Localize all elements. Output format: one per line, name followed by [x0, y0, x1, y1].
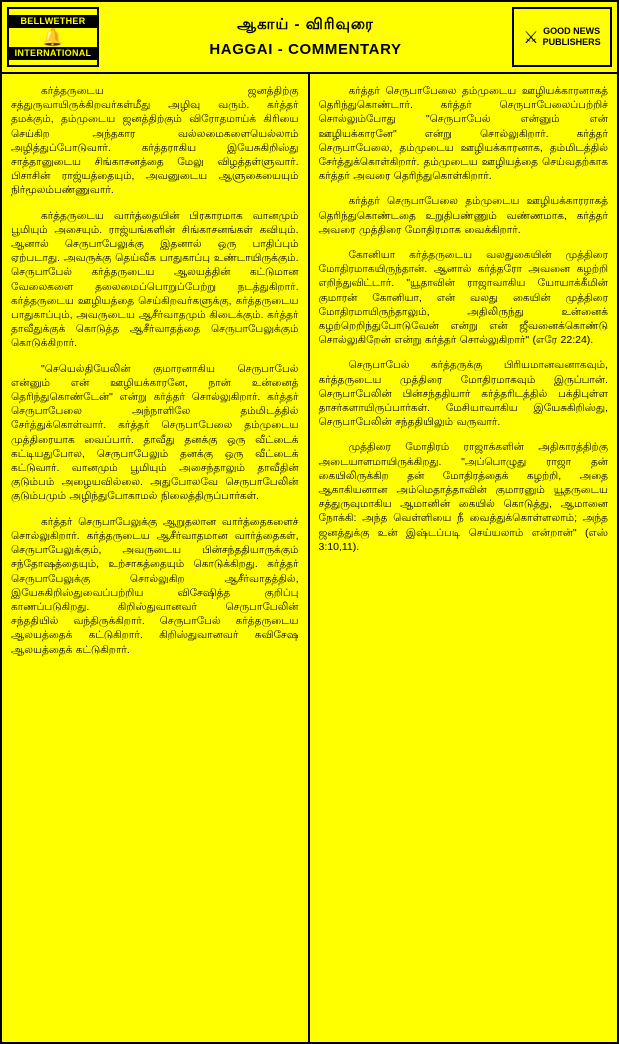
- bell-glyph: 🔔: [42, 27, 64, 47]
- page-title-tamil: ஆகாய் - விரிவுரை: [237, 16, 374, 33]
- bell-icon: [9, 28, 97, 47]
- left-column: [2, 74, 310, 1042]
- bellwether-top-band: BELLWETHER: [9, 15, 97, 28]
- torch-icon: [514, 25, 610, 49]
- good-news-line2: PUBLISHERS: [542, 37, 601, 47]
- bellwether-international-logo: [7, 7, 99, 67]
- page-header: [2, 2, 617, 74]
- paragraph: கர்த்தர் செருபாபேலை தம்முடைய ஊழியக்காரனாகத் தெரிந்துகொண்டார். கர்த்தர் செருபாபேலைப்பற்றிச் சொல்லும்போது "செருபாபேல் என்னும் என் ஊழியக்காரனே" என்று சொல்லுகிறார். கர்த்தர் செருபாபேலை, தம்முடைய ஊழியக்காரனாக, தம்மிடத்தில் சேர்த்துக்கொள்கிறார். தம்முடைய ஊழியத்தை செய்வதற்காக கர்த்தர் அவரை தெரிந்துகொள்கிறார்.: [318, 85, 608, 183]
- torch-glyph: ⚔: [523, 27, 539, 47]
- paragraph: "செயெல்தியேலின் குமாரனாகிய செருபாபேல் என்னும் என் ஊழியக்காரனே, நான் உன்னைத் தெரிந்துகொண்டேன்" என்று கர்த்தர் சொல்லுகிறார். கர்த்தர் செருபாபேலை அந்நாளிலே தம்மிடத்தில் சேர்த்துக்கொள்வார். கர்த்தர் செருபாபேலை தம்முடைய முத்திரையாக வைப்பார். தாவீது தனக்கு ஒரு வீட்டைக் கட்டியதுபோல, செருபாபேலும் தனக்கு ஒரு வீட்டைக் கட்டுவார். வானமும் பூமியும் அசைந்தாலும் தாவீதின் குடும்பம் அழையவில்லை. அதுபோலவே செருபாபேலின் குடும்பமும் அழிந்துபோகாமல் நிலைத்திருப்பார்கள்.: [11, 362, 299, 503]
- body-columns: [2, 74, 617, 1042]
- bellwether-bottom-band: INTERNATIONAL: [9, 47, 97, 60]
- good-news-line1: GOOD NEWS: [543, 26, 601, 36]
- paragraph: கோனியா கர்த்தருடைய வலதுகையின் முத்திரை மோதிரமாகயிருந்தான். ஆனால் கர்த்தரோ அவனை கழற்றி எறிந்துவிட்டார். "யூதாவின் ராஜாவாகிய யோயாக்கீமின் குமாரன் கோனியா, என் வலது கையின் முத்திரை மோதிரமாயிருந்தாலும், அதிலிருந்து உன்னைக் கழற்றெறிந்துபோடுவேன் என்று என் ஜீவனைக்கொண்டு சொல்லுகிறேன் என்று கர்த்தர் சொல்லுகிறார்" (எரே 22:24).: [318, 249, 608, 347]
- right-column: [310, 74, 618, 1042]
- paragraph: கர்த்தருடைய வார்த்தையின் பிரகாரமாக வானமும் பூமியும் அசையும். ராஜ்யங்களின் சிங்காசனங்கள் கவியும். ஆனால் செருபாபேலுக்கு இதனால் ஒரு பாதிப்பும் ஏற்படாது. அவருக்கு தெய்வீக பாதுகாப்பு உண்டாயிருக்கும். செருபாபேல் கர்த்தருடைய ஆலயத்தின் கட்டுமான வேலைகளை தலைமைப்பொறுப்பேற்று நடத்துகிறார். கர்த்தருடைய ஊழியத்தை செய்கிறவர்களுக்கு, கர்த்தருடைய பாதுகாப்பும், அவருடைய ஆசீர்வாதமும் கிடைக்கும். கர்த்தர் தாவீதுக்குக் கொடுத்த ஆசீர்வாதத்தை செருபாபேலுக்கும் கொடுக்கிறார்.: [11, 209, 299, 350]
- paragraph: கர்த்தர் செருபாபேலுக்கு ஆறுதலான வார்த்தைகளைச் சொல்லுகிறார். கர்த்தருடைய ஆசீர்வாதமான வார்த்தைகள், செருபாபேலுக்கும், அவருடைய பின்சந்ததியாருக்கும் சந்தோஷத்தையும், உற்சாகத்தையும் கொடுக்கிறது. கர்த்தர் செருபாபேலுக்கு சொல்லுகிற ஆசீர்வாதத்தில், இயேசுகிறிஸ்துவைப்பற்றிய விசேஷித்த குறிப்பு காணப்படுகிறது. கிறிஸ்துவானவர் செருபாபேலின் சந்ததியில் வந்திருக்கிறார். செருபாபேல் கர்த்தருடைய ஆலயத்தைக் கட்டுகிறார். கிறிஸ்துவானவர் சுவிசேஷ ஆலயத்தைக் கட்டுகிறார்.: [11, 515, 299, 656]
- paragraph: கர்த்தர் செருபாபேலை தம்முடைய ஊழியக்காரராகத் தெரிந்துகொண்டதை உறுதிபண்ணும் வண்ணமாக, கர்த்தர் அவரை முத்திரை மோதிரமாக வைக்கிறார்.: [318, 195, 608, 236]
- title-block: [104, 2, 507, 72]
- paragraph: கர்த்தருடைய ஜனத்திற்கு சத்துருவாயிருக்கிறவர்கள்மீது அழிவு வரும். கர்த்தர் தமக்கும், தம்முடைய ஜனத்திற்கும் விரோதமாய்க் கிரியை செய்கிற அந்தகார வல்லமைகளையெல்லாம் அழித்துப்போடுவார். கர்த்தராகிய இயேசுகிறிஸ்து சாத்தானுடைய சிங்காசனத்தை மேலு விழத்தள்ளுவார். பிசாசின் ராஜ்யத்தையும், அவனுடைய ஆளுகையையும் நிர்மூலம்பண்ணுவார்.: [11, 85, 299, 197]
- good-news-publishers-logo: [512, 7, 612, 67]
- paragraph: செருபாபேல் கர்த்தருக்கு பிரியமானவனாகவும், கர்த்தருடைய முத்திரை மோதிரமாகவும் இருப்பான். செருபாபேலின் பின்சந்ததியார் கர்த்தரிடத்தில் பக்திபுள்ள தாசர்களாயிருப்பார்கள். மேசியாவாகிய இயேசுகிறிஸ்து, செருபாபேலின் சந்ததியிலும் வருவார்.: [318, 359, 608, 429]
- page-title-english: HAGGAI - COMMENTARY: [209, 41, 402, 58]
- paragraph: முத்திரை மோதிரம் ராஜாக்களின் அதிகாரத்திற்கு அடையாளமாயிருக்கிறது. "அப்பொழுது ராஜா தன் கையிலிருக்கிற தன் மோதிரத்தைக் கழற்றி, அதை ஆகாகியனான அம்மெதாத்தாவின் குமாரனும் யூதருடைய சத்துருவுமாகிய ஆமானின் கையில் கொடுத்து, ஆமானை நோக்கி: அந்த வெள்ளியை நீ வைத்துக்கொள்ளலாம்; அந்த ஜனத்துக்கு உன் இஷ்டப்படி செய்யலாம் என்றான்" (எஸ் 3:10,11).: [318, 441, 608, 553]
